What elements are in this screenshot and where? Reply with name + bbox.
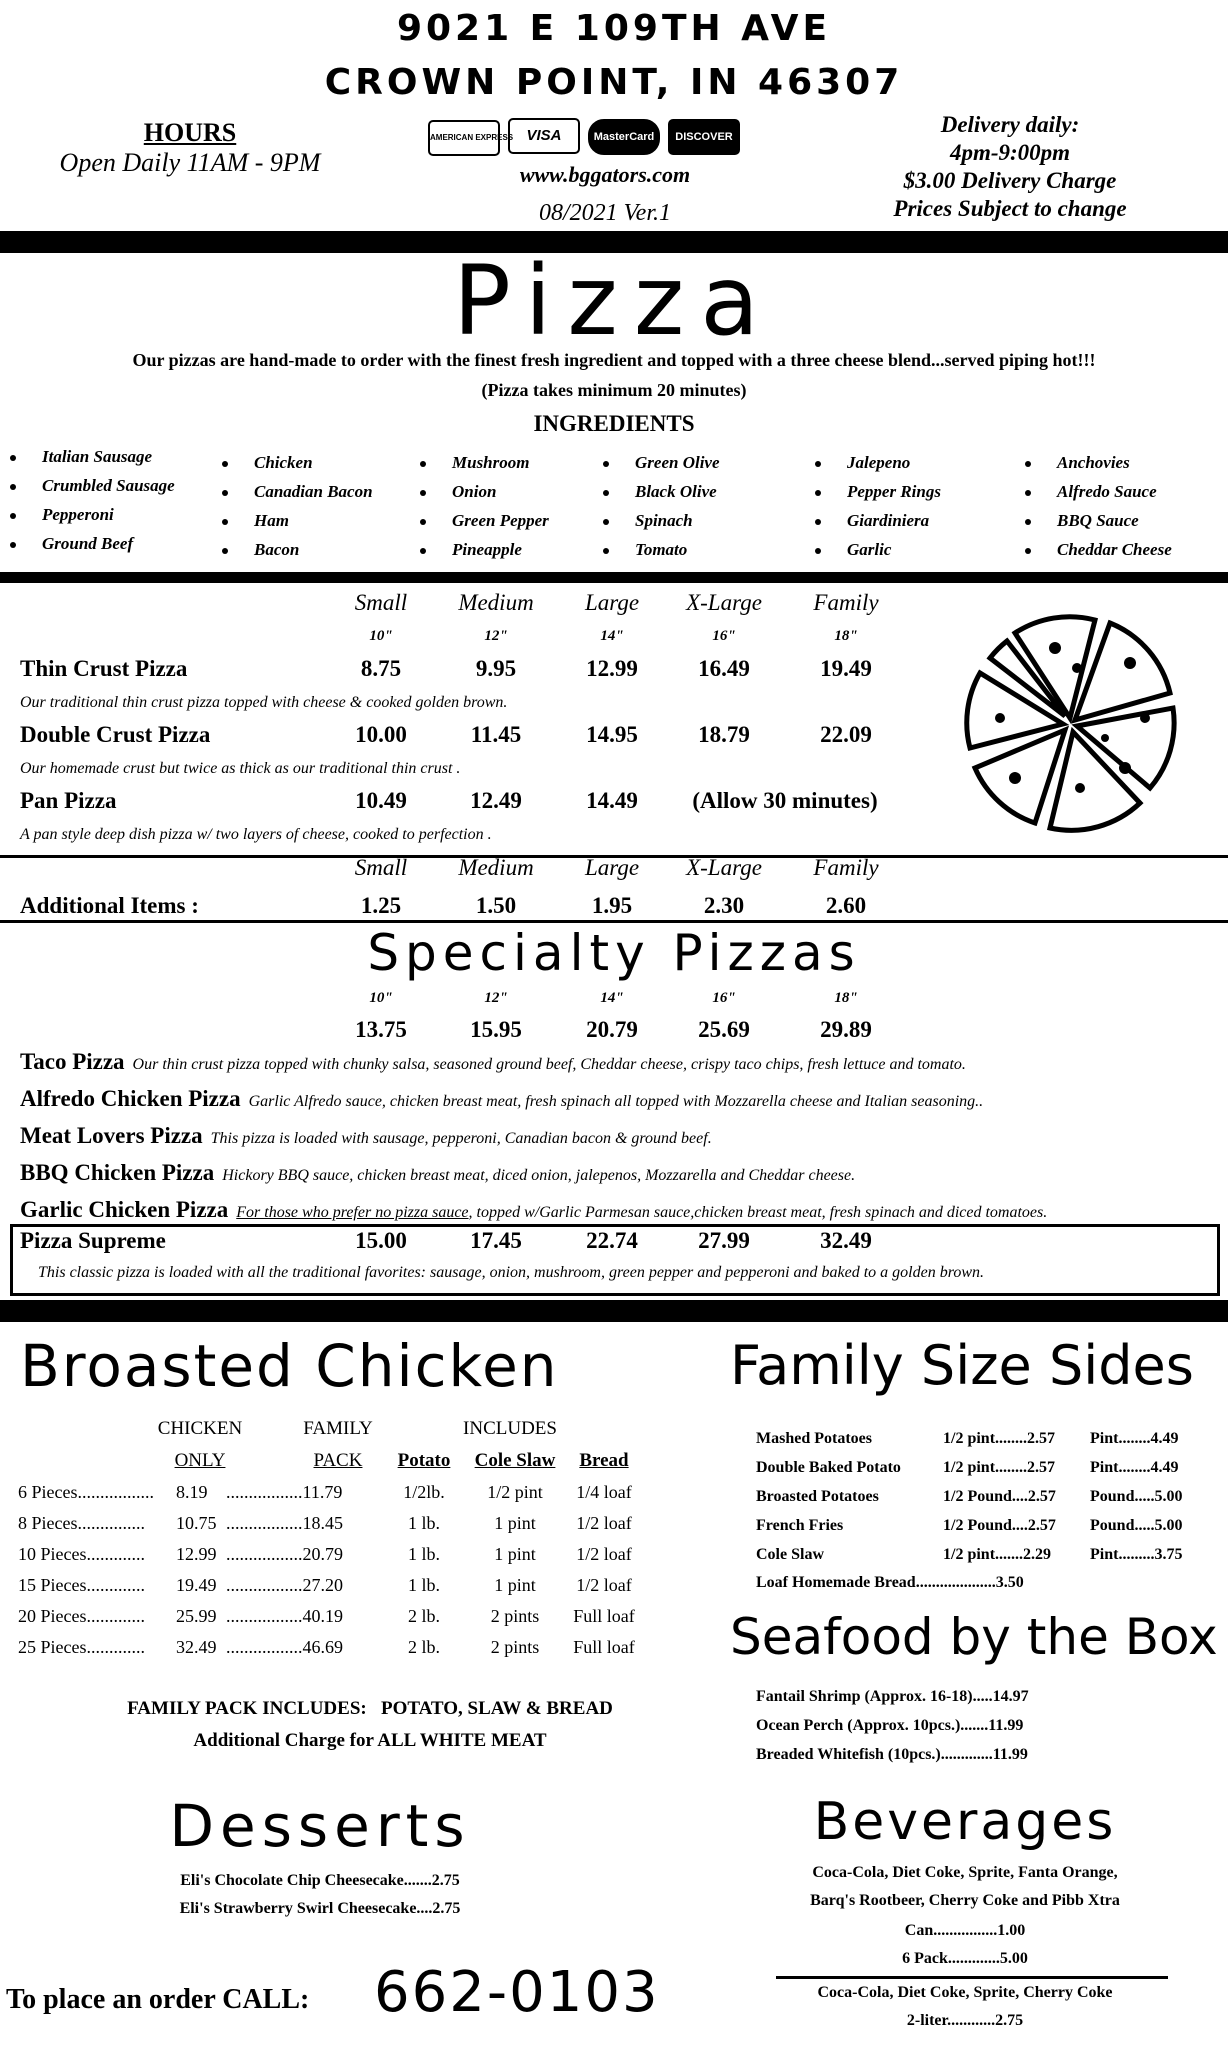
ingredient-bullet [222, 490, 228, 496]
ingredient-item: BBQ Sauce [1057, 511, 1139, 530]
chicken-col-includes: INCLUDES [463, 1418, 557, 1439]
additional-price: 1.50 [475, 893, 517, 918]
seafood-item: Ocean Perch (Approx. 10pcs.).......11.99 [756, 1717, 1024, 1734]
beverages-can: Can................1.00 [904, 1922, 1026, 1939]
size-header: Small [354, 590, 408, 615]
ingredient-item: Bacon [254, 540, 300, 559]
pizza-price: 18.79 [698, 722, 750, 747]
chicken-potato: 1/2lb. [403, 1482, 445, 1502]
ingredient-bullet [603, 548, 609, 554]
supreme-price: 27.99 [698, 1228, 750, 1253]
sides-title: Family Size Sides [730, 1334, 1194, 1397]
side-large-price: Pound.....5.00 [1090, 1488, 1183, 1505]
pizza-row-name: Double Crust Pizza [20, 722, 211, 747]
side-name: Double Baked Potato [756, 1459, 901, 1476]
pizza-row-name: Thin Crust Pizza [20, 656, 188, 681]
chicken-bread: 1/2 loaf [576, 1544, 632, 1564]
family-pack-note: FAMILY PACK INCLUDES: POTATO, SLAW & BREAD [127, 1698, 613, 1719]
size-inches: 10" [369, 628, 393, 644]
address-line1: 9021 E 109TH AVE [396, 8, 832, 49]
chicken-potato: 1 lb. [407, 1575, 440, 1595]
chicken-pieces: 15 Pieces............. [18, 1575, 145, 1595]
chicken-pieces: 10 Pieces............. [18, 1544, 145, 1564]
pizza-price: 10.49 [355, 788, 407, 813]
chicken-potato: 2 lb. [407, 1606, 440, 1626]
beverages-title: Beverages [813, 1792, 1117, 1852]
pizza-slices-icon [955, 608, 1185, 838]
dessert-item-1: Eli's Chocolate Chip Cheesecake.......2.75 [180, 1872, 460, 1889]
specialty-item-name: BBQ Chicken Pizza [20, 1160, 215, 1185]
website: www.bggators.com [519, 162, 691, 187]
specialty-item-desc: Garlic Alfredo sauce, chicken breast meat, fresh spinach all topped with Mozzarella cheese and Italian seasoning.. [248, 1093, 984, 1110]
ingredient-item: Chicken [254, 453, 313, 472]
side-name: Mashed Potatoes [756, 1430, 872, 1447]
ingredient-bullet [815, 548, 821, 554]
chicken-pack-price: .................46.69 [226, 1637, 343, 1657]
additional-price: 2.60 [825, 893, 867, 918]
supreme-price: 32.49 [820, 1228, 872, 1253]
pizza-price: 9.95 [475, 656, 517, 681]
ingredient-item: Pepperoni [42, 505, 114, 524]
chicken-col-potato: Potato [397, 1450, 451, 1471]
size-header: Family [813, 855, 879, 880]
beverages-rule [776, 1976, 1168, 1979]
supreme-price: 22.74 [586, 1228, 638, 1253]
ingredient-bullet [603, 490, 609, 496]
chicken-only-price: 8.19 [176, 1482, 208, 1502]
chicken-title: Broasted Chicken [20, 1332, 559, 1400]
hours-text: Open Daily 11AM - 9PM [59, 148, 321, 177]
chicken-bread: 1/2 loaf [576, 1575, 632, 1595]
chicken-only-price: 10.75 [176, 1513, 217, 1533]
ingredient-bullet [222, 519, 228, 525]
pizza-price: 22.09 [820, 722, 872, 747]
delivery-charge: $3.00 Delivery Charge [903, 168, 1117, 193]
prices-note: Prices Subject to change [893, 196, 1127, 221]
chicken-bread: Full loaf [573, 1637, 635, 1657]
pizza-price: 19.49 [820, 656, 872, 681]
specialty-item-name: Alfredo Chicken Pizza [20, 1086, 241, 1111]
supreme-name: Pizza Supreme [20, 1228, 166, 1253]
ingredient-bullet [222, 548, 228, 554]
chicken-potato: 2 lb. [407, 1637, 440, 1657]
mastercard-logo: MasterCard [588, 119, 660, 155]
ingredient-item: Canadian Bacon [254, 482, 373, 501]
chicken-potato: 1 lb. [407, 1544, 440, 1564]
seafood-item: Breaded Whitefish (10pcs.).............11.99 [756, 1746, 1028, 1763]
order-phone[interactable]: 662-0103 [374, 1960, 660, 2025]
ingredient-bullet [10, 513, 16, 519]
delivery-hours: 4pm-9:00pm [949, 140, 1071, 165]
ingredient-bullet [1025, 490, 1031, 496]
side-small-price: 1/2 pint........2.57 [943, 1459, 1056, 1476]
ingredients-divider [0, 572, 1228, 583]
pizza-price: 16.49 [698, 656, 750, 681]
address-line2: CROWN POINT, IN 46307 [324, 62, 904, 103]
ingredient-item: Alfredo Sauce [1057, 482, 1157, 501]
pizza-price: 11.45 [470, 722, 522, 747]
chicken-only-price: 25.99 [176, 1606, 217, 1626]
ingredient-item: Giardiniera [847, 511, 930, 530]
size-inches: 18" [834, 628, 858, 644]
specialty-price: 13.75 [355, 1017, 407, 1042]
beverages-line1: Coca-Cola, Diet Coke, Sprite, Fanta Orange, [812, 1864, 1118, 1881]
pizza-price: 12.49 [470, 788, 522, 813]
specialty-inch: 18" [834, 990, 858, 1006]
side-large-price: Pint.........3.75 [1090, 1546, 1183, 1563]
chicken-pieces: 8 Pieces............... [18, 1513, 145, 1533]
chicken-potato: 1 lb. [407, 1513, 440, 1533]
chicken-slaw: 1/2 pint [487, 1482, 543, 1502]
size-header: X-Large [686, 855, 762, 880]
chicken-pieces: 25 Pieces............. [18, 1637, 145, 1657]
discover-card-logo: DISCOVER [668, 119, 740, 155]
size-header: Medium [458, 590, 534, 615]
chicken-pack-price: .................40.19 [226, 1606, 343, 1626]
menu-version: 08/2021 Ver.1 [539, 200, 671, 226]
ingredient-item: Pepper Rings [847, 482, 941, 501]
chicken-pieces: 20 Pieces............. [18, 1606, 145, 1626]
pizza-title: Pizza [452, 245, 776, 357]
ingredient-item: Crumbled Sausage [42, 476, 175, 495]
specialty-item-name: Taco Pizza [20, 1049, 125, 1074]
white-meat-note: Additional Charge for ALL WHITE MEAT [193, 1730, 547, 1751]
ingredient-bullet [815, 519, 821, 525]
chicken-col-only: ONLY [174, 1450, 226, 1471]
specialty-inch: 14" [600, 990, 624, 1006]
specialty-price: 25.69 [698, 1017, 750, 1042]
beverages-6pack: 6 Pack.............5.00 [902, 1950, 1028, 1967]
ingredient-item: Ground Beef [42, 534, 134, 553]
supreme-price: 15.00 [355, 1228, 407, 1253]
ingredient-item: Ham [254, 511, 289, 530]
chicken-only-price: 32.49 [176, 1637, 217, 1657]
hours-title: HOURS [143, 118, 237, 147]
chicken-col-slaw: Cole Slaw [474, 1450, 556, 1471]
chicken-slaw: 1 pint [494, 1575, 536, 1595]
seafood-item: Fantail Shrimp (Approx. 16-18).....14.97 [756, 1688, 1029, 1705]
specialty-item [20, 1086, 1220, 1112]
side-small-price: 1/2 pint........2.57 [943, 1430, 1056, 1447]
side-large-price: Pint........4.49 [1090, 1430, 1179, 1447]
pizza-row-note: (Allow 30 minutes) [692, 788, 878, 813]
chicken-only-price: 19.49 [176, 1575, 217, 1595]
additional-price: 1.95 [591, 893, 633, 918]
pizza-price: 10.00 [355, 722, 407, 747]
specialty-divider [0, 1300, 1228, 1322]
ingredient-bullet [603, 519, 609, 525]
pizza-row-desc: Our traditional thin crust pizza topped with cheese & cooked golden brown. [20, 694, 508, 711]
specialty-item-desc: , topped w/Garlic Parmesan sauce,chicken breast meat, fresh spinach and diced tomatoes. [468, 1204, 1048, 1221]
pizza-note: (Pizza takes minimum 20 minutes) [481, 380, 747, 400]
specialty-item-desc-underlined: For those who prefer no pizza sauce [236, 1204, 469, 1221]
specialty-item [20, 1049, 1220, 1075]
size-header: Large [584, 855, 640, 880]
chicken-col-chicken: CHICKEN [157, 1418, 243, 1439]
specialty-price: 15.95 [470, 1017, 522, 1042]
specialty-item [20, 1123, 1220, 1149]
chicken-bread: Full loaf [573, 1606, 635, 1626]
chicken-bread: 1/4 loaf [576, 1482, 632, 1502]
side-small-price: 1/2 Pound....2.57 [943, 1517, 1056, 1534]
desserts-title: Desserts [169, 1792, 471, 1860]
additional-label: Additional Items : [20, 893, 199, 918]
side-name: Cole Slaw [756, 1546, 824, 1563]
ingredient-bullet [222, 461, 228, 467]
size-header: Family [813, 590, 879, 615]
delivery-title: Delivery daily: [940, 112, 1080, 137]
ingredient-bullet [420, 548, 426, 554]
ingredient-bullet [603, 461, 609, 467]
chicken-col-bread: Bread [579, 1450, 629, 1471]
payment-cards [428, 118, 808, 156]
ingredient-item: Cheddar Cheese [1057, 540, 1172, 559]
side-name: French Fries [756, 1517, 844, 1534]
specialty-price: 29.89 [820, 1017, 872, 1042]
ingredient-item: Jalepeno [847, 453, 911, 472]
chicken-bread: 1/2 loaf [576, 1513, 632, 1533]
ingredient-bullet [10, 484, 16, 490]
pizza-price: 12.99 [586, 656, 638, 681]
ingredient-bullet [420, 490, 426, 496]
ingredient-item: Green Pepper [452, 511, 549, 530]
specialty-item [20, 1197, 1220, 1223]
additional-price: 2.30 [703, 893, 745, 918]
ingredient-item: Tomato [635, 540, 688, 559]
size-header: Medium [458, 855, 534, 880]
ingredient-item: Italian Sausage [42, 447, 153, 466]
pizza-row-name: Pan Pizza [20, 788, 117, 813]
specialty-inch: 12" [484, 990, 508, 1006]
ingredient-bullet [1025, 519, 1031, 525]
visa-card-logo: VISA [508, 118, 580, 154]
specialty-item-name: Meat Lovers Pizza [20, 1123, 203, 1148]
chicken-slaw: 2 pints [490, 1637, 540, 1657]
ingredients-title: INGREDIENTS [533, 411, 695, 436]
ingredient-item: Mushroom [452, 453, 530, 472]
ingredient-bullet [815, 490, 821, 496]
side-small-price: 1/2 Pound....2.57 [943, 1488, 1056, 1505]
pizza-price: 14.49 [586, 788, 638, 813]
ingredient-item: Green Olive [635, 453, 720, 472]
pizza-price: 14.95 [586, 722, 638, 747]
ingredient-bullet [420, 461, 426, 467]
specialty-item-desc: Hickory BBQ sauce, chicken breast meat, diced onion, jalepenos, Mozzarella and Cheddar cheese. [222, 1167, 856, 1184]
supreme-desc: This classic pizza is loaded with all the traditional favorites: sausage, onion, mushroom, green pepper and pepperoni and baked to a golden brown. [38, 1264, 985, 1281]
homemade-bread: Loaf Homemade Bread....................3.50 [756, 1574, 1024, 1591]
specialty-item [20, 1160, 1220, 1186]
specialty-item-desc: This pizza is loaded with sausage, pepperoni, Canadian bacon & ground beef. [210, 1130, 712, 1147]
additional-rule [0, 920, 1228, 923]
amex-card-logo: AMERICAN EXPRESS [428, 120, 500, 156]
specialty-item-name: Garlic Chicken Pizza [20, 1197, 229, 1222]
chicken-slaw: 2 pints [490, 1606, 540, 1626]
ingredient-item: Black Olive [635, 482, 717, 501]
order-label: To place an order CALL: [6, 1984, 310, 2015]
chicken-slaw: 1 pint [494, 1544, 536, 1564]
size-inches: 16" [712, 628, 736, 644]
dessert-item-2: Eli's Strawberry Swirl Cheesecake....2.75 [179, 1900, 461, 1917]
size-inches: 14" [600, 628, 624, 644]
ingredient-item: Spinach [635, 511, 693, 530]
chicken-only-price: 12.99 [176, 1544, 217, 1564]
side-small-price: 1/2 pint.......2.29 [943, 1546, 1052, 1563]
pizza-row-desc: Our homemade crust but twice as thick as our traditional thin crust . [20, 760, 461, 777]
ingredient-item: Pineapple [452, 540, 522, 559]
size-header: Small [354, 855, 408, 880]
specialty-price: 20.79 [586, 1017, 638, 1042]
chicken-col-family: FAMILY [303, 1418, 373, 1439]
chicken-pieces: 6 Pieces................. [18, 1482, 154, 1502]
specialty-inch: 16" [712, 990, 736, 1006]
specialty-item-desc: Our thin crust pizza topped with chunky salsa, seasoned ground beef, Cheddar cheese, crispy taco chips, fresh lettuce and tomato. [132, 1056, 966, 1073]
additional-price: 1.25 [360, 893, 402, 918]
chicken-pack-price: .................11.79 [226, 1482, 343, 1502]
ingredient-bullet [815, 461, 821, 467]
pizza-intro: Our pizzas are hand-made to order with the finest fresh ingredient and topped with a three cheese blend...served piping hot!!! [132, 350, 1096, 370]
beverages-line2: Barq's Rootbeer, Cherry Coke and Pibb Xtra [810, 1892, 1120, 1909]
chicken-pack-price: .................20.79 [226, 1544, 343, 1564]
pizza-row-desc: A pan style deep dish pizza w/ two layers of cheese, cooked to perfection . [20, 826, 492, 843]
specialty-title: Specialty Pizzas [367, 924, 861, 982]
size-header: Large [584, 590, 640, 615]
ingredient-bullet [1025, 548, 1031, 554]
pizza-price: 8.75 [360, 656, 402, 681]
chicken-slaw: 1 pint [494, 1513, 536, 1533]
chicken-pack-price: .................27.20 [226, 1575, 343, 1595]
seafood-title: Seafood by the Box [730, 1608, 1218, 1666]
size-header: X-Large [686, 590, 762, 615]
side-name: Broasted Potatoes [756, 1488, 879, 1505]
size-inches: 12" [484, 628, 508, 644]
ingredient-bullet [10, 455, 16, 461]
ingredient-item: Onion [452, 482, 497, 501]
supreme-price: 17.45 [470, 1228, 522, 1253]
ingredient-bullet [1025, 461, 1031, 467]
chicken-col-pack: PACK [313, 1450, 363, 1471]
side-large-price: Pound.....5.00 [1090, 1517, 1183, 1534]
chicken-pack-price: .................18.45 [226, 1513, 343, 1533]
ingredient-bullet [420, 519, 426, 525]
ingredient-item: Garlic [847, 540, 892, 559]
ingredient-bullet [10, 542, 16, 548]
specialty-inch: 10" [369, 990, 393, 1006]
ingredient-item: Anchovies [1057, 453, 1130, 472]
beverages-2liter: 2-liter............2.75 [906, 2012, 1024, 2029]
side-large-price: Pint........4.49 [1090, 1459, 1179, 1476]
beverages-line3: Coca-Cola, Diet Coke, Sprite, Cherry Coke [817, 1984, 1113, 2001]
